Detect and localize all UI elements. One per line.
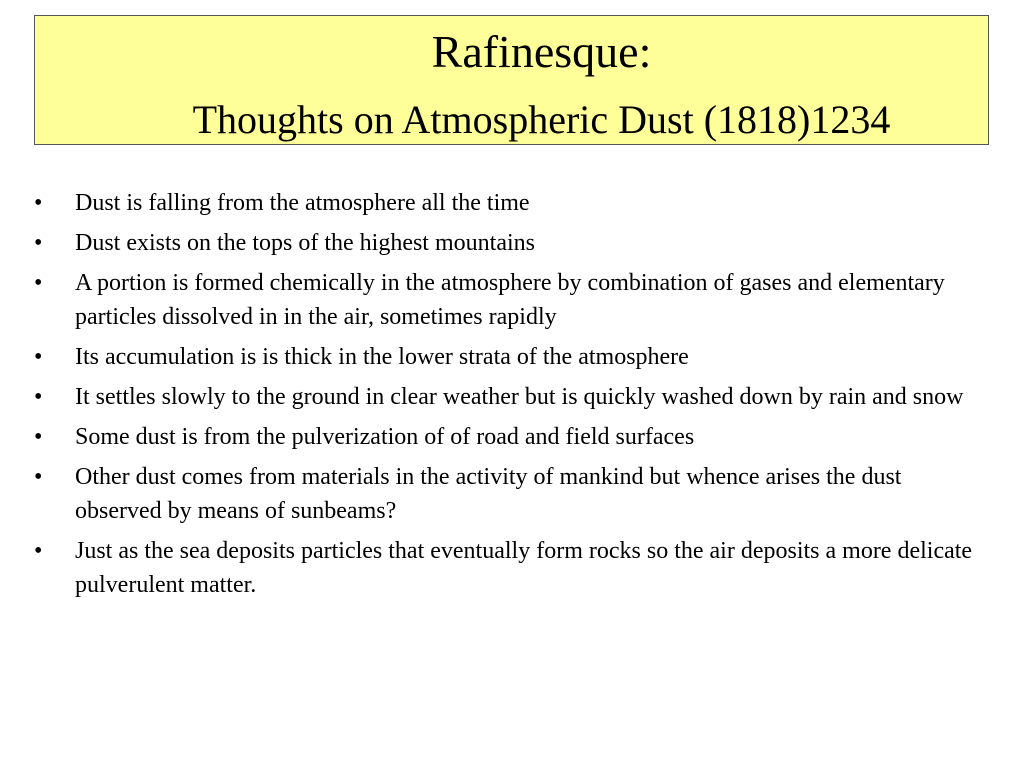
bullet-item (30, 340, 990, 374)
bullet-text: Other dust comes from materials in the activity of mankind but whence arises the dust observed by means of sunbeams? (75, 464, 902, 524)
bullet-item (30, 186, 990, 220)
bullet-text: Dust exists on the tops of the highest mountains (75, 230, 535, 256)
bullet-icon: • (34, 424, 43, 450)
bullet-text: Some dust is from the pulverization of of road and field surfaces (75, 424, 695, 450)
bullet-text: It settles slowly to the ground in clear weather but is quickly washed down by rain and snow (75, 384, 964, 410)
slide-title: Rafinesque: (431, 26, 652, 77)
bullet-icon: • (34, 190, 43, 216)
bullet-text: Its accumulation is is thick in the lower strata of the atmosphere (75, 344, 689, 370)
bullet-text: A portion is formed chemically in the atmosphere by combination of gases and elementary particles dissolved in in the air, sometimes rapidly (75, 270, 945, 330)
bullet-icon: • (34, 230, 43, 256)
bullet-list (30, 186, 990, 608)
slide-subtitle: Thoughts on Atmospheric Dust (1818)1234 (192, 97, 891, 142)
bullet-icon: • (34, 464, 43, 490)
bullet-item (30, 420, 990, 454)
bullet-item (30, 534, 990, 602)
bullet-icon: • (34, 270, 43, 296)
bullet-text: Dust is falling from the atmosphere all the time (75, 190, 530, 216)
bullet-item (30, 460, 990, 528)
bullet-icon: • (34, 538, 43, 564)
bullet-item (30, 226, 990, 260)
bullet-item (30, 266, 990, 334)
bullet-item (30, 380, 990, 414)
bullet-icon: • (34, 344, 43, 370)
title-box (34, 15, 989, 145)
bullet-text: Just as the sea deposits particles that eventually form rocks so the air deposits a more delicate pulverulent matter. (75, 538, 973, 598)
bullet-icon: • (34, 384, 43, 410)
